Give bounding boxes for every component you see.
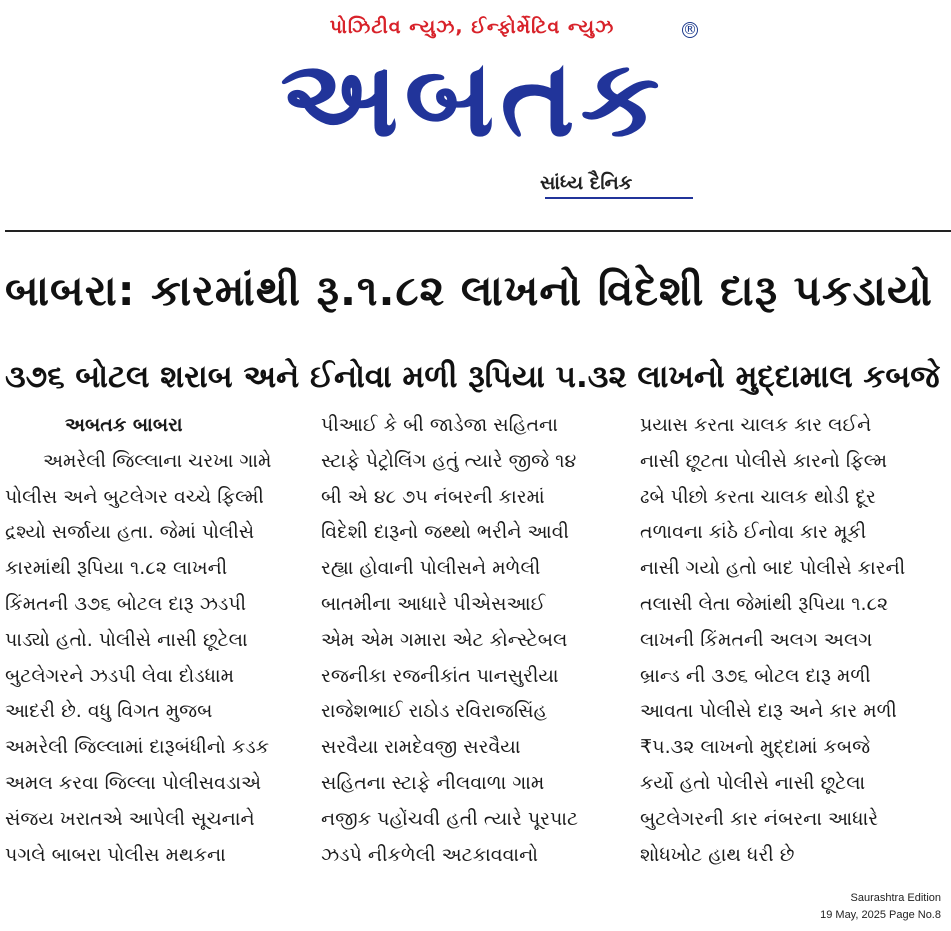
article-column-2 bbox=[321, 408, 613, 873]
body-line: તલાસી લેતા જેમાંથી રૂપિયા ૧.૮૨ bbox=[640, 592, 889, 615]
body-line: પાડ્યો હતો. પોલીસે નાસી છૂટેલા bbox=[5, 628, 248, 651]
body-line: પીઆઈ કે બી જાડેજા સહિતના bbox=[321, 414, 558, 436]
body-line: ઢબે પીછો કરતા ચાલક થોડી દૂર bbox=[640, 485, 876, 508]
body-line: સંજય ખરાતએ આપેલી સૂચનાને bbox=[5, 807, 255, 830]
body-line: અમરેલી જિલ્લામાં દારૂબંધીનો કડક bbox=[5, 736, 270, 759]
logo-wordmark: અબતક bbox=[280, 37, 666, 161]
body-line: નાસી છૂટતા પોલીસે કારનો ફિલ્મ bbox=[640, 449, 888, 472]
article-column-1 bbox=[5, 408, 299, 873]
body-line: કારમાંથી રૂપિયા ૧.૮૨ લાખની bbox=[5, 557, 228, 580]
body-line: રહ્યા હોવાની પોલીસને મળેલી bbox=[321, 557, 541, 580]
body-line: પગલે બાબરા પોલીસ મથકના bbox=[5, 843, 226, 866]
article-headline: બાબરા: કારમાંથી રૂ.૧.૮૨ લાખનો વિદેશી દારૂ પકડાયો bbox=[5, 266, 933, 315]
article-column-3 bbox=[640, 408, 934, 873]
registered-mark: ® bbox=[683, 22, 697, 38]
body-line: તળાવના કાંઠે ઈનોવા કાર મૂકી bbox=[640, 521, 867, 544]
body-line: લાખની કિંમતની અલગ અલગ bbox=[640, 628, 873, 651]
body-line: નાસી ગયો હતો બાદ પોલીસે કારની bbox=[640, 557, 906, 580]
body-line: પ્રયાસ કરતા ચાલક કાર લઈને bbox=[640, 414, 872, 436]
body-line: રાજેશભાઈ રાઠોડ રવિરાજસિંહ bbox=[321, 700, 548, 723]
article-subheadline: ૩૭૬ બોટલ શરાબ અને ઈનોવા મળી રૂપિયા ૫.૩૨ લાખનો મુદ્દામાલ કબજે bbox=[5, 359, 940, 395]
body-line: ₹૫.૩૨ લાખનો મુદ્દામાં કબજે bbox=[640, 736, 871, 759]
body-line: પોલીસ અને બુટલેગર વચ્ચે ફિલ્મી bbox=[5, 485, 264, 508]
body-line: બુટલેગરની કાર નંબરના આધારે bbox=[640, 807, 879, 830]
body-line: બાતમીના આધારે પીએસઆઈ bbox=[321, 592, 546, 615]
body-line: સ્ટાફે પેટ્રોલિંગ હતું ત્યારે જીજે ૧૪ bbox=[321, 449, 577, 472]
body-line: કર્યો હતો પોલીસે નાસી છૂટેલા bbox=[640, 771, 866, 794]
body-line: એમ એમ ગમારા એટ કોન્સ્ટેબલ bbox=[321, 628, 568, 651]
body-line: દ્રશ્યો સર્જાયા હતા. જેમાં પોલીસે bbox=[5, 521, 255, 544]
body-line: કિંમતની ૩૭૬ બોટલ દારૂ ઝડપી bbox=[5, 592, 247, 615]
body-line: બી એ ૪૮ ૭૫ નંબરની કારમાં bbox=[321, 485, 545, 508]
body-line: સરવૈયા રામદેવજી સરવૈયા bbox=[321, 736, 521, 759]
byline: અબતક બાબરા bbox=[65, 414, 183, 436]
body-line: સહિતના સ્ટાફે નીલવાળા ગામ bbox=[321, 771, 545, 794]
body-line: રજનીકા રજનીકાંત પાનસુરીયા bbox=[321, 664, 559, 687]
body-line: અમલ કરવા જિલ્લા પોલીસવડાએ bbox=[5, 771, 262, 794]
body-line: શોધખોટ હાથ ધરી છે bbox=[640, 843, 795, 866]
masthead-subtitle: સાંધ્ય દૈનિક bbox=[540, 172, 633, 194]
edition-date-page: 19 May, 2025 Page No.8 bbox=[820, 909, 941, 921]
edition-name: Saurashtra Edition bbox=[850, 892, 941, 904]
masthead-logo bbox=[252, 37, 694, 161]
body-line: ઝડપે નીકળેલી અટકાવવાનો bbox=[321, 843, 538, 866]
body-line: અમરેલી જિલ્લાના ચરખા ગામે bbox=[43, 449, 272, 472]
body-line: બુટલેગરને ઝડપી લેવા દોડધામ bbox=[5, 664, 235, 687]
body-line: નજીક પહોંચવી હતી ત્યારે પૂરપાટ bbox=[321, 807, 579, 830]
body-line: બ્રાન્ડ ની ૩૭૬ બોટલ દારૂ મળી bbox=[640, 664, 871, 687]
body-line: વિદેશી દારૂનો જથ્થો ભરીને આવી bbox=[321, 521, 569, 544]
body-line: આવતા પોલીસે દારૂ અને કાર મળી bbox=[640, 700, 897, 723]
body-line: આદરી છે. વધુ વિગત મુજબ bbox=[5, 700, 213, 723]
edition-info bbox=[820, 890, 941, 924]
header-divider bbox=[5, 230, 951, 232]
masthead-tagline: પોઝિટીવ ન્યુઝ, ઈન્ફોર્મેટિવ ન્યુઝ bbox=[329, 16, 615, 38]
masthead-underline bbox=[545, 197, 693, 199]
